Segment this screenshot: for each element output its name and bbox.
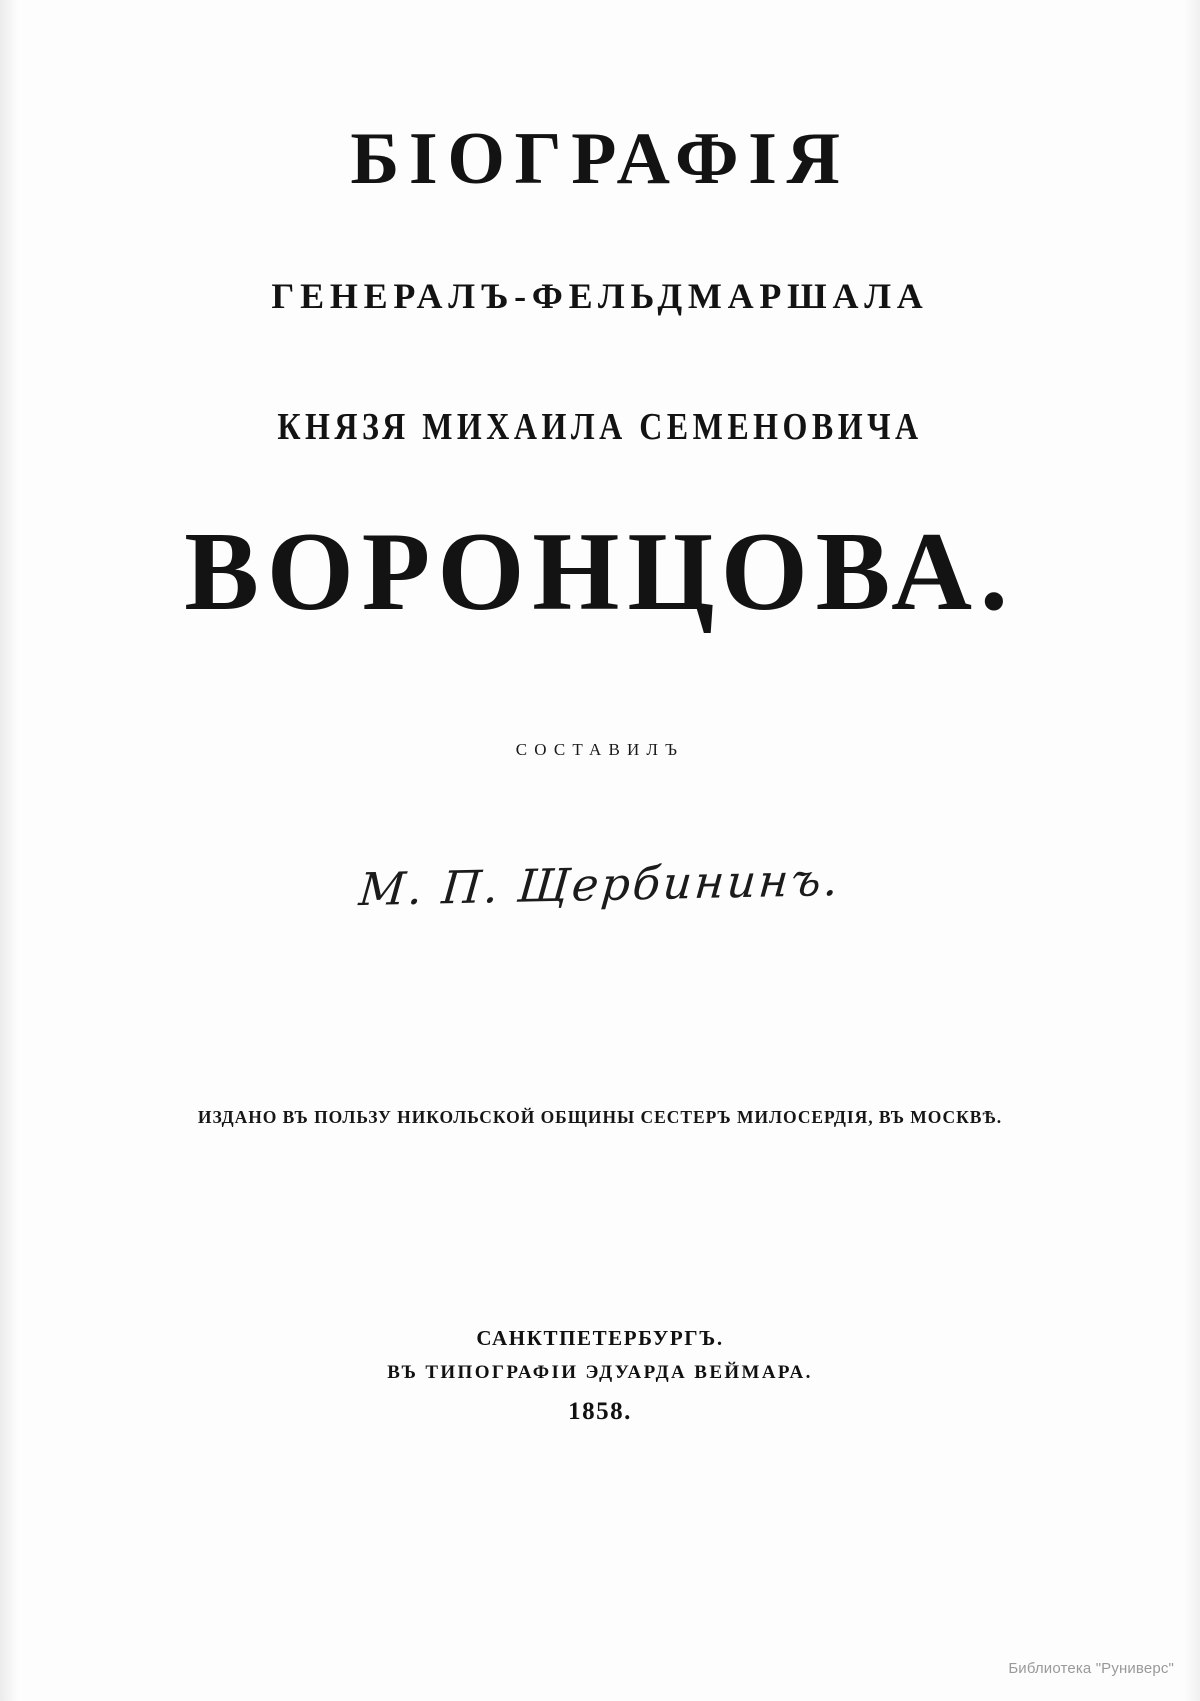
publication-year: 1858.: [568, 1398, 632, 1425]
book-title: БІОГРАФІЯ: [350, 118, 850, 200]
library-watermark: Библиотека "Руниверс": [1008, 1660, 1174, 1677]
dedication-note: ИЗДАНО ВЪ ПОЛЬЗУ НИКОЛЬСКОЙ ОБЩИНЫ СЕСТЕРЪ МИЛОСЕРДІЯ, ВЪ МОСКВѢ.: [197, 1107, 1003, 1127]
printing-house: ВЪ ТИПОГРАФІИ ЭДУАРДА ВЕЙМАРА.: [387, 1362, 813, 1383]
publication-city: САНКТПЕТЕРБУРГЪ.: [476, 1326, 724, 1350]
author-signature: М. П. Щербининъ.: [357, 852, 843, 917]
subject-name: КНЯЗЯ МИХАИЛА СЕМЕНОВИЧА: [277, 405, 923, 448]
compiled-by-label: СОСТАВИЛЪ: [515, 740, 685, 759]
subject-rank: ГЕНЕРАЛЪ-ФЕЛЬДМАРШАЛА: [271, 276, 929, 316]
subject-surname: ВОРОНЦОВА.: [184, 510, 1016, 634]
